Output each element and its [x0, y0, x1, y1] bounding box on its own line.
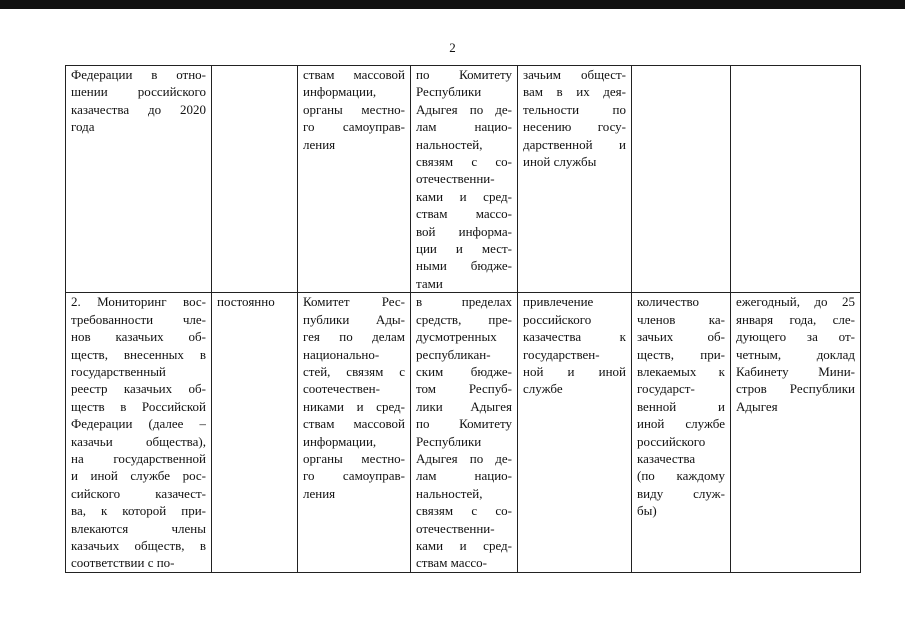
cell-line: привлечение [523, 294, 594, 310]
cell-line: казачества [637, 450, 696, 466]
cell-line: ществ, при- [637, 346, 725, 362]
cell-line: дусмотренных [416, 329, 497, 345]
cell-line: Федерации в отно- [71, 67, 206, 82]
cell-line: вой информа- [416, 223, 512, 239]
cell-line: Кабинету Мини- [736, 363, 855, 379]
cell-line: нальностей, [416, 485, 483, 501]
scan-top-edge [0, 0, 905, 9]
cell-line: ва, к которой при- [71, 503, 206, 519]
cell-line: ления [303, 485, 336, 501]
cell-event [66, 66, 212, 293]
cell-line: венной и [637, 398, 725, 414]
cell-line: органы местно- [303, 101, 405, 117]
cell-line: тельности по [523, 101, 626, 117]
cell-line: Республики [416, 84, 482, 100]
cell-line: сийского казачест- [71, 485, 206, 501]
cell-line: четным, доклад [736, 346, 855, 362]
cell-line: нальностей, [416, 136, 483, 152]
cell-line: Комитет Рес- [303, 294, 405, 310]
cell-funding [411, 66, 518, 293]
cell-line: Адыгея по де- [416, 101, 512, 117]
cell-line: российского [523, 311, 592, 327]
cell-line: зачьих об- [637, 329, 725, 345]
cell-line: государствен- [523, 346, 600, 362]
cell-line: бы) [637, 503, 657, 519]
cell-line: ления [303, 136, 336, 152]
cell-line: членов ка- [637, 311, 725, 327]
cell-line: по Комитету [416, 416, 512, 432]
cell-line: несению госу- [523, 119, 626, 135]
cell-line: дарственной и [523, 136, 626, 152]
cell-line: связям с со- [416, 154, 512, 170]
cell-executor [298, 293, 411, 573]
cell-line: дующего за от- [736, 329, 855, 345]
cell-line: ками и сред- [416, 188, 512, 204]
cell-line: лам нацио- [416, 119, 512, 135]
cell-executor [298, 66, 411, 293]
cell-line: казачества до 2020 [71, 101, 206, 117]
cell-line: государст- [637, 381, 695, 397]
cell-line: связям с со- [416, 503, 512, 519]
cell-line: отечественни- [416, 171, 495, 187]
cell-line: ществ в Российской [71, 398, 206, 414]
cell-line: на государственной [71, 450, 206, 466]
table-row [66, 66, 861, 293]
cell-line: том Респуб- [416, 381, 512, 397]
cell-line: отечественни- [416, 520, 495, 536]
cell-line: (по каждому [637, 468, 725, 484]
cell-line: постоянно [217, 294, 275, 310]
cell-line: гея по делам [303, 329, 405, 345]
cell-line: стей, связям с [303, 363, 405, 379]
cell-line: по Комитету [416, 67, 512, 82]
cell-funding [411, 293, 518, 573]
cell-line: виду служ- [637, 485, 725, 501]
cell-line: 2. Мониторинг вос- [71, 294, 206, 310]
cell-line: средств, пре- [416, 311, 512, 327]
cell-line: реестр казачьих об- [71, 381, 206, 397]
cell-result [518, 293, 632, 573]
cell-line: ствам массовой [303, 67, 405, 82]
cell-line: казачьих обществ, в [71, 537, 206, 553]
cell-term [212, 66, 298, 293]
cell-line: казачьи общества), [71, 433, 206, 449]
cell-line: зачьим общест- [523, 67, 626, 82]
cell-line: шении российского [71, 84, 206, 100]
cell-line: ствам массо- [416, 206, 512, 222]
cell-line: количество [637, 294, 700, 310]
cell-line: ствам массовой [303, 416, 405, 432]
cell-line: ежегодный, до 25 [736, 294, 855, 310]
cell-line: и иной службе рос- [71, 468, 206, 484]
table-row [66, 293, 861, 573]
cell-line: казачества к [523, 329, 626, 345]
cell-line: ществ, внесенных в [71, 346, 206, 362]
cell-result [518, 66, 632, 293]
cell-line: января года, сле- [736, 311, 855, 327]
cell-line: никами и сред- [303, 398, 405, 414]
cell-line: влекаются члены [71, 520, 206, 536]
cell-line: Адыгея [736, 398, 778, 414]
cell-event [66, 293, 212, 573]
cell-line: ками и сред- [416, 537, 512, 553]
cell-line: ствам массо- [416, 555, 487, 571]
cell-line: иной службы [523, 154, 597, 170]
cell-line: нов казачьих об- [71, 329, 206, 345]
page-number: 2 [449, 40, 456, 55]
cell-line: года [71, 119, 95, 135]
cell-line: ским бюдже- [416, 363, 512, 379]
cell-line: в пределах [416, 294, 512, 310]
cell-line: го самоуправ- [303, 468, 405, 484]
cell-line: го самоуправ- [303, 119, 405, 135]
cell-line: публики Ады- [303, 311, 405, 327]
cell-line: республикан- [416, 346, 491, 362]
cell-line: Республики [416, 433, 482, 449]
cell-line: лам нацио- [416, 468, 512, 484]
cell-line: российского [637, 433, 706, 449]
cell-line: иной службе [637, 416, 725, 432]
cell-line: ции и мест- [416, 241, 512, 257]
cell-line: вам в их дея- [523, 84, 626, 100]
cell-line: влекаемых к [637, 363, 725, 379]
cell-line: национально- [303, 346, 380, 362]
cell-line: соответствии с по- [71, 555, 175, 571]
cell-line: требованности чле- [71, 311, 206, 327]
cell-line: стров Республики [736, 381, 855, 397]
cell-line: тами [416, 275, 443, 291]
cell-line: информации, [303, 84, 377, 100]
cell-line: ной и иной [523, 363, 626, 379]
plan-table [65, 65, 861, 573]
cell-reporting [731, 293, 861, 573]
cell-line: службе [523, 381, 563, 397]
cell-line: ными бюдже- [416, 258, 512, 274]
cell-line: государственный [71, 363, 166, 379]
cell-indicator [632, 66, 731, 293]
cell-term [212, 293, 298, 573]
cell-line: информации, [303, 433, 377, 449]
cell-line: соотечествен- [303, 381, 380, 397]
cell-line: лики Адыгея [416, 398, 512, 414]
cell-reporting [731, 66, 861, 293]
cell-line: Федерации (далее – [71, 416, 206, 432]
cell-line: Адыгея по де- [416, 450, 512, 466]
cell-line: органы местно- [303, 450, 405, 466]
cell-indicator [632, 293, 731, 573]
